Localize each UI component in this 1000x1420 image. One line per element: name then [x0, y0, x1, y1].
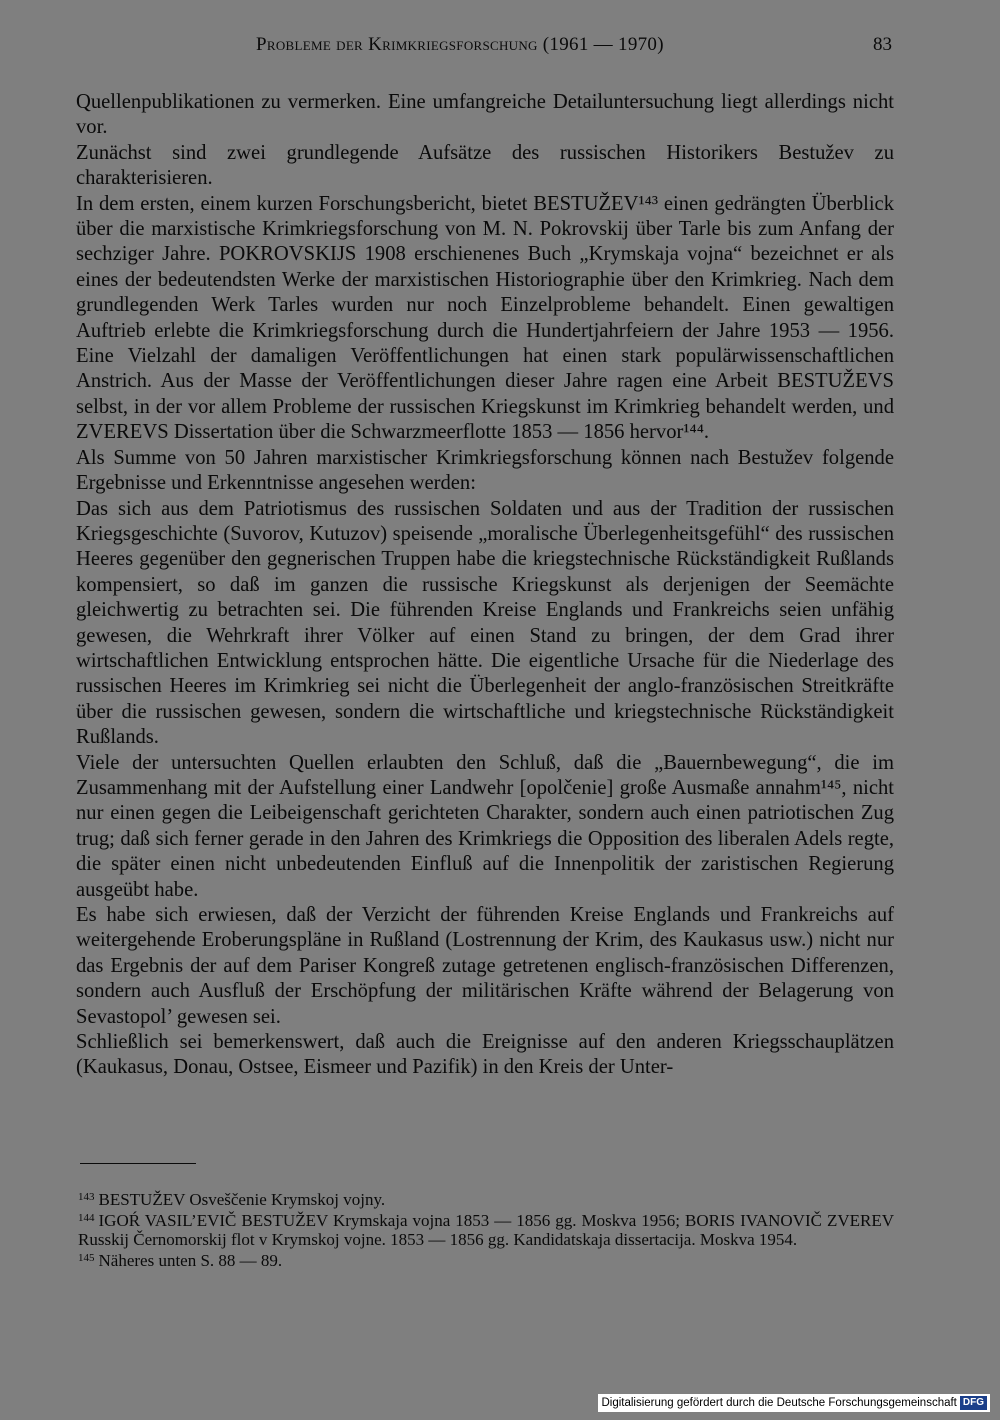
paragraph: Schließlich sei bemerkenswert, daß auch die Ereignisse auf den anderen Kriegsschauplätzen (Kaukasus, Donau, Ostsee, Eismeer und Pazifik) in den Kreis der Unter-	[76, 1031, 894, 1079]
page-header	[80, 34, 892, 60]
footnote-text: Näheres unten S. 88 — 89.	[98, 1251, 283, 1271]
footnotes	[78, 1188, 894, 1271]
body-text	[76, 90, 894, 1081]
footnote-text: IGOŔ VASIL’EVIČ BESTUŽEV Krymskaja vojna 1853 — 1856 gg. Moskva 1956; BORIS IVANOVIČ ZVEREV Russkij Černomorskij flot v Krymskoj vojne. 1853 — 1856 gg. Kandidatskaja dissertacija. Moskva 1954.	[78, 1211, 894, 1249]
paragraph: Als Summe von 50 Jahren marxistischer Krimkriegsforschung können nach Bestužev folgende Ergebnisse und Erkenntnisse angesehen werden:	[76, 446, 894, 495]
footnote	[78, 1188, 894, 1209]
paragraph: In dem ersten, einem kurzen Forschungsbericht, bietet BESTUŽEV¹⁴³ einen gedrängten Überblick über die marxistische Krimkriegsforschung von M. N. Pokrovskij über Tarle bis zum Anfang der sechziger Jahre. POKROVSKIJS 1908 erschienenes Buch „Krymskaja vojna“ bezeichnet er als eines der bedeutendsten Werke der marxistischen Historiographie über den Krimkrieg. Nach dem grundlegenden Werk Tarles wurden nur noch Einzelprobleme behandelt. Einen gewaltigen Auftrieb erlebte die Krimkriegsforschung durch die Hundertjahrfeiern der Jahre 1953 — 1956. Eine Vielzahl der damaligen Veröffentlichungen hat einen stark populärwissenschaftlichen Anstrich. Aus der Masse der Veröffentlichungen dieser Jahre ragen eine Arbeit BESTUŽEVS selbst, in der vor allem Probleme der russischen Kriegskunst im Krimkrieg behandelt werden, und ZVEREVS Dissertation über die Schwarzmeerflotte 1853 — 1856 hervor¹⁴⁴.	[76, 192, 894, 444]
paragraph: Viele der untersuchten Quellen erlaubten den Schluß, daß die „Bauernbewegung“, die im Zusammenhang mit der Aufstellung einer Landwehr [opolčenie] große Ausmaße annahm¹⁴⁵, nicht nur einen gegen die Leibeigenschaft gerichteten Charakter, sondern auch einen patriotischen Zug trug; daß sich ferner gerade in den Jahren des Krimkriegs die Opposition des liberalen Adels regte, die später einen nicht unbedeutenden Einfluß auf die Innenpolitik der zaristischen Regierung ausgeübt habe.	[76, 751, 894, 901]
footnote-number: 145	[78, 1252, 95, 1265]
page-number: 83	[873, 34, 892, 55]
credit-text: Digitalisierung gefördert durch die Deutsche Forschungsgemeinschaft	[601, 1397, 957, 1409]
footnote-number: 144	[78, 1212, 95, 1225]
paragraph: Zunächst sind zwei grundlegende Aufsätze des russischen Historikers Bestužev zu charakterisieren.	[76, 141, 894, 190]
paragraph: Quellenpublikationen zu vermerken. Eine umfangreiche Detailuntersuchung liegt allerdings nicht vor.	[76, 91, 894, 139]
footnote	[78, 1209, 894, 1249]
digitization-credit	[598, 1394, 990, 1412]
footnote-number: 143	[78, 1191, 95, 1203]
running-head: Probleme der Krimkriegsforschung (1961 — 1970)	[256, 34, 664, 55]
paragraph: Es habe sich erwiesen, daß der Verzicht der führenden Kreise Englands und Frankreichs auf weitergehende Eroberungspläne in Rußland (Lostrennung der Krim, des Kaukasus usw.) nicht nur das Ergebnis der auf dem Pariser Kongreß zutage getretenen englisch-französischen Differenzen, sondern auch Ausfluß der Erschöpfung der militärischen Kräfte während der Belagerung von Sevastopol’ gewesen sei.	[76, 904, 894, 1028]
footnote-text: BESTUŽEV Osveščenie Krymskoj vojny.	[98, 1190, 386, 1209]
footnote-divider	[80, 1163, 196, 1164]
footnote	[78, 1249, 894, 1270]
paragraph: Das sich aus dem Patriotismus des russischen Soldaten und aus der Tradition der russischen Kriegsgeschichte (Suvorov, Kutuzov) speisende „moralische Überlegenheitsgefühl“ des russischen Heeres gegenüber den gegnerischen Truppen habe die kriegstechnische Rückständigkeit Rußlands kompensiert, so daß im ganzen die russische Kriegskunst als derjenigen der Seemächte gleichwertig zu betrachten sei. Die führenden Kreise Englands und Frankreichs seien unfähig gewesen, die Wehrkraft ihrer Völker auf einen Stand zu bringen, der dem Grad ihrer wirtschaftlichen Entwicklung entsprochen hätte. Die eigentliche Ursache für die Niederlage des russischen Heeres im Krimkrieg sei nicht die Überlegenheit der anglo-französischen Streitkräfte über die russischen gewesen, sondern die wirtschaftliche und kriegstechnische Rückständigkeit Rußlands.	[76, 497, 894, 749]
dfg-logo-icon: DFG	[960, 1396, 987, 1410]
